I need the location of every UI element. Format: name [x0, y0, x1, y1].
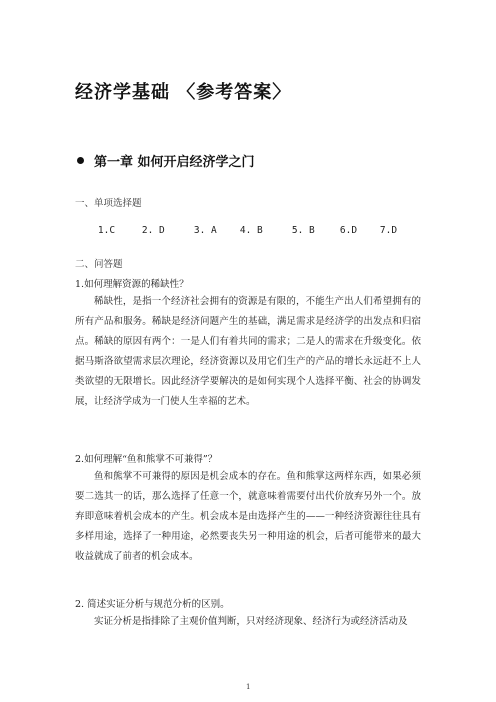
- question-title: 2. 简述实证分析与规范分析的区别。: [75, 599, 230, 610]
- question-title: 1.如何理解资源的稀缺性？: [75, 279, 189, 290]
- answer-item: 1.C: [97, 225, 116, 236]
- section-heading-qa: 二、问答题: [75, 259, 123, 270]
- answer-item: 2. D: [141, 225, 165, 236]
- bullet-icon: [77, 157, 84, 164]
- section-heading-choice: 一、单项选择题: [75, 198, 142, 209]
- document-title: 经济学基础 〈参考答案〉: [75, 82, 292, 103]
- page-number: 1: [246, 683, 251, 691]
- answer-item: 6.D: [339, 225, 358, 236]
- answer-paragraph: 实证分析是指排除了主观价值判断，只对经济现象、经济行为或经济活动及: [94, 616, 408, 627]
- chapter-heading: [77, 151, 255, 170]
- question-title: 2.如何理解“鱼和熊掌不可兼得”？: [75, 454, 218, 465]
- answer-paragraph: 稀缺性，是指一个经济社会拥有的资源是有限的，不能生产出人们希望拥有的所有产品和服务。稀缺是经济问题产生的基础，满足需求是经济学的出发点和归宿点。稀缺的原因有两个：一是人们有着共同的需求；二是人的需求在升级变化。依据马斯洛欲望需求层次理论，经济资源以及用它们生产的产品的增长永远赶不上人类欲望的无限增长。因此经济学要解决的是如何实现个人选择平衡、社会的协调发展，让经济学成为一门使人生幸福的艺术。: [75, 296, 421, 407]
- answer-item: 3. A: [193, 225, 217, 236]
- answer-item: 7.D: [379, 225, 398, 236]
- answer-item: 5. B: [291, 225, 315, 236]
- answer-item: 4. B: [239, 225, 263, 236]
- chapter-title: 第一章 如何开启经济学之门: [94, 155, 255, 170]
- answer-list: [75, 214, 397, 247]
- answer-paragraph: 鱼和熊掌不可兼得的原因是机会成本的存在。鱼和熊掌这两样东西，如果必须要二选其一的话，那么选择了任意一个，就意味着需要付出代价放弃另外一个。放弃即意味着机会成本的产生。机会成本是由选择产生的——一种经济资源往往具有多样用途，选择了一种用途，必然要丧失另一种用途的机会，后者可能带来的最大收益就成了前者的机会成本。: [75, 471, 421, 562]
